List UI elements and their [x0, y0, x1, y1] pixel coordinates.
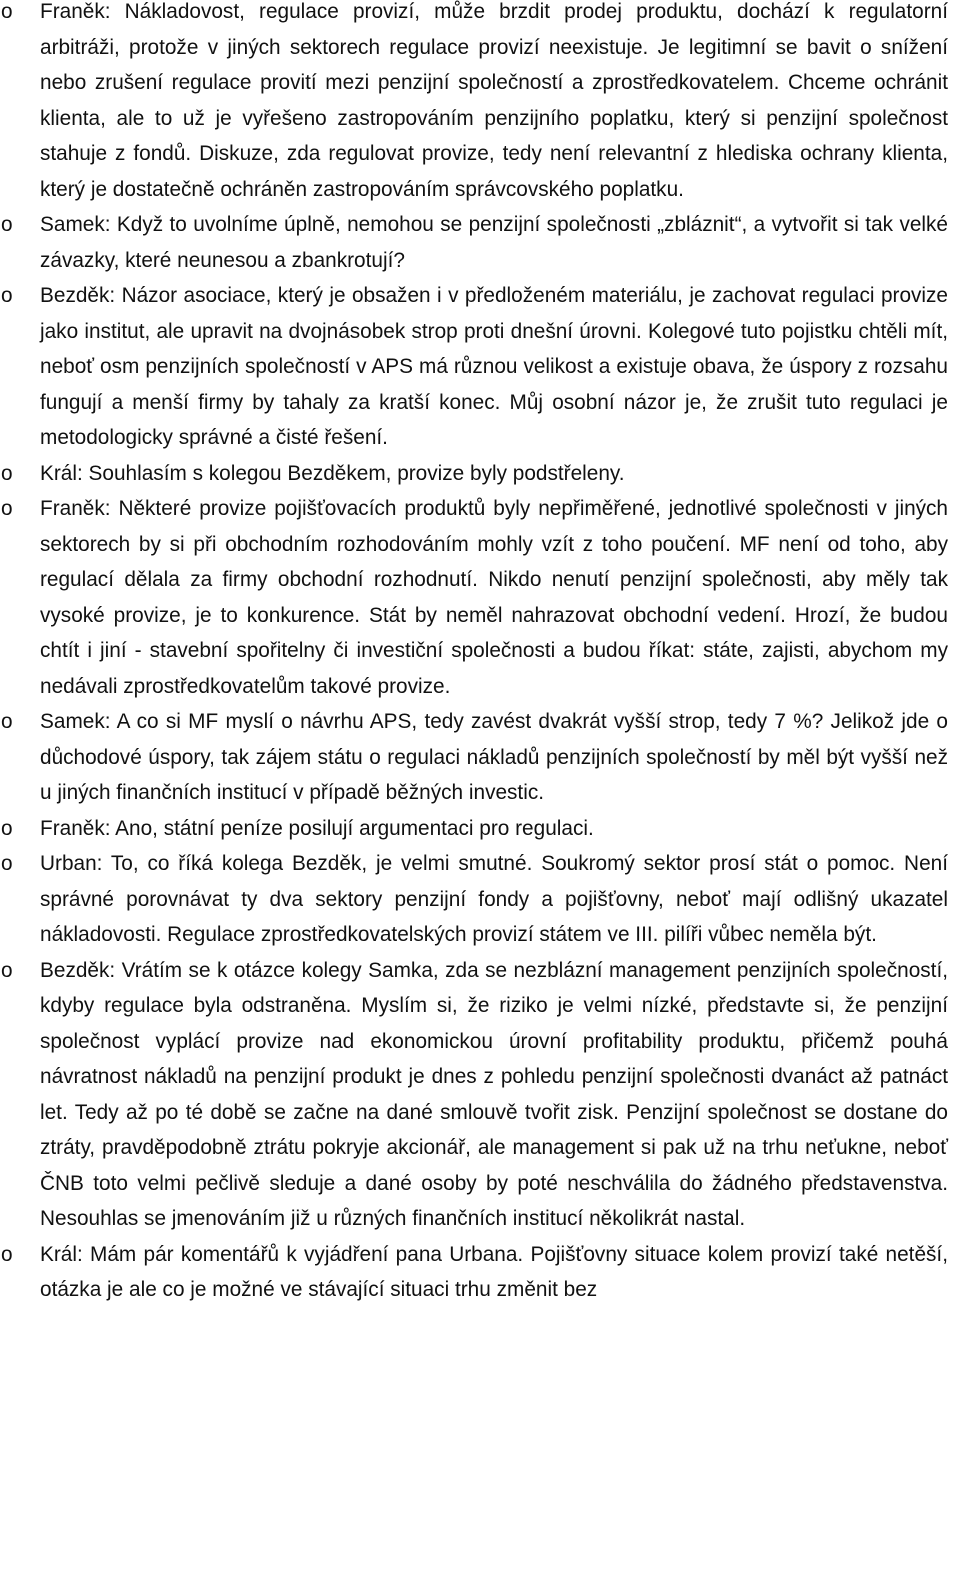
- list-item: [0, 811, 960, 847]
- bullet-marker: o: [1, 284, 13, 307]
- list-item: [0, 278, 960, 456]
- list-item-text: Samek: A co si MF myslí o návrhu APS, tedy zavést dvakrát vyšší strop, tedy 7 %? Jelikož jde o důchodové úspory, tak zájem státu o regulaci nákladů penzijních společností by měl být vyšší než u jiných finančních institucí v případě běžných investic.: [40, 710, 948, 804]
- bullet-marker: o: [1, 497, 13, 520]
- list-item-text: Král: Souhlasím s kolegou Bezděkem, provize byly podstřeleny.: [40, 461, 625, 485]
- list-item: [0, 953, 960, 1237]
- bullet-marker: o: [1, 1242, 13, 1266]
- list-item-text: Bezděk: Názor asociace, který je obsažen i v předloženém materiálu, je zachovat regulaci provize jako institut, ale upravit na dvojnásobek strop proti dnešní úrovni. Kolegové tuto pojistku chtěli mít, neboť osm penzijních společností v APS má různou velikost a existuje obava, že úspory z rozsahu fungují a menší firmy by tahaly za kratší konec. Můj osobní názor je, že zrušit tuto regulaci je metodologicky správné a čisté řešení.: [40, 284, 948, 449]
- bullet-marker: o: [1, 816, 13, 840]
- list-item-text: Franěk: Některé provize pojišťovacích produktů byly nepřiměřené, jednotlivé společnosti v jiných sektorech by si při obchodním rozhodováním mohly vzít z toho poučení. MF není od toho, aby regulací dělala za firmy obchodní rozhodnutí. Nikdo nenutí penzijní společnosti, aby měly tak vysoké provize, je to konkurence. Stát by neměl nahrazovat obchodní vedení. Hrozí, že budou chtít i jiní - stavební spořitelny či investiční společnosti a budou říkat: státe, zajisti, abychom my nedávali zprostředkovatelům takové provize.: [40, 497, 948, 698]
- list-item-text: Franěk: Ano, státní peníze posilují argumentaci pro regulaci.: [40, 816, 594, 840]
- list-item-text: Franěk: Nákladovost, regulace provizí, může brzdit prodej produktu, dochází k regulatorní arbitráži, protože v jiných sektorech regulace provizí neexistuje. Je legitimní se bavit o snížení nebo zrušení regulace provití mezi penzijní společností a zprostředkovatelem. Chceme ochránit klienta, ale to už je vyřešeno zastropováním penzijního poplatku, který si penzijní společnost stahuje z fondů. Diskuze, zda regulovat provize, tedy není relevantní z hlediska ochrany klienta, který je dostatečně ochráněn zastropováním správcovského poplatku.: [40, 0, 948, 201]
- list-item-text: Bezděk: Vrátím se k otázce kolegy Samka, zda se nezblázní management penzijních společností, kdyby regulace byla odstraněna. Myslím si, že riziko je velmi nízké, představte si, že penzijní společnost vyplácí provize nad ekonomickou úrovní profitability produktu, přičemž pouhá návratnost nákladů na penzijní produkt je dnes z pohledu penzijní společnosti dvanáct až patnáct let. Tedy až po té době se začne na dané smlouvě tvořit zisk. Penzijní společnost se dostane do ztráty, pravděpodobně ztrátu pokryje akcionář, ale management si pak už na trhu neťukne, neboť ČNB toto velmi pečlivě sleduje a dané osoby by poté neschválila do žádného představenstva. Nesouhlas se jmenováním již u různých finančních institucí několikrát nastal.: [40, 958, 948, 1230]
- list-item: [0, 846, 960, 953]
- bullet-marker: o: [1, 461, 13, 485]
- list-item-text: Samek: Když to uvolníme úplně, nemohou se penzijní společnosti „zbláznit“, a vytvořit si tak velké závazky, které neunesou a zbankrotují?: [40, 213, 948, 272]
- bullet-marker: o: [1, 852, 13, 875]
- list-item: [0, 491, 960, 704]
- bullet-marker: o: [1, 0, 13, 23]
- bullet-marker: o: [1, 958, 13, 982]
- list-item: [0, 704, 960, 811]
- list-item: [0, 207, 960, 278]
- list-item-text: Urban: To, co říká kolega Bezděk, je velmi smutné. Soukromý sektor prosí stát o pomoc. Není správné porovnávat ty dva sektory penzijní fondy a pojišťovny, neboť mají odlišný ukazatel nákladovosti. Regulace zprostředkovatelských provizí státem ve III. pilíři vůbec neměla být.: [40, 852, 948, 946]
- bullet-marker: o: [1, 710, 13, 733]
- list-item: [0, 0, 960, 207]
- bullet-marker: o: [1, 213, 13, 236]
- list-item-text: Král: Mám pár komentářů k vyjádření pana Urbana. Pojišťovny situace kolem provizí také netěší, otázka je ale co je možné ve stávající situaci trhu změnit bez: [40, 1242, 948, 1301]
- list-item: [0, 1237, 960, 1308]
- list-item: [0, 456, 960, 492]
